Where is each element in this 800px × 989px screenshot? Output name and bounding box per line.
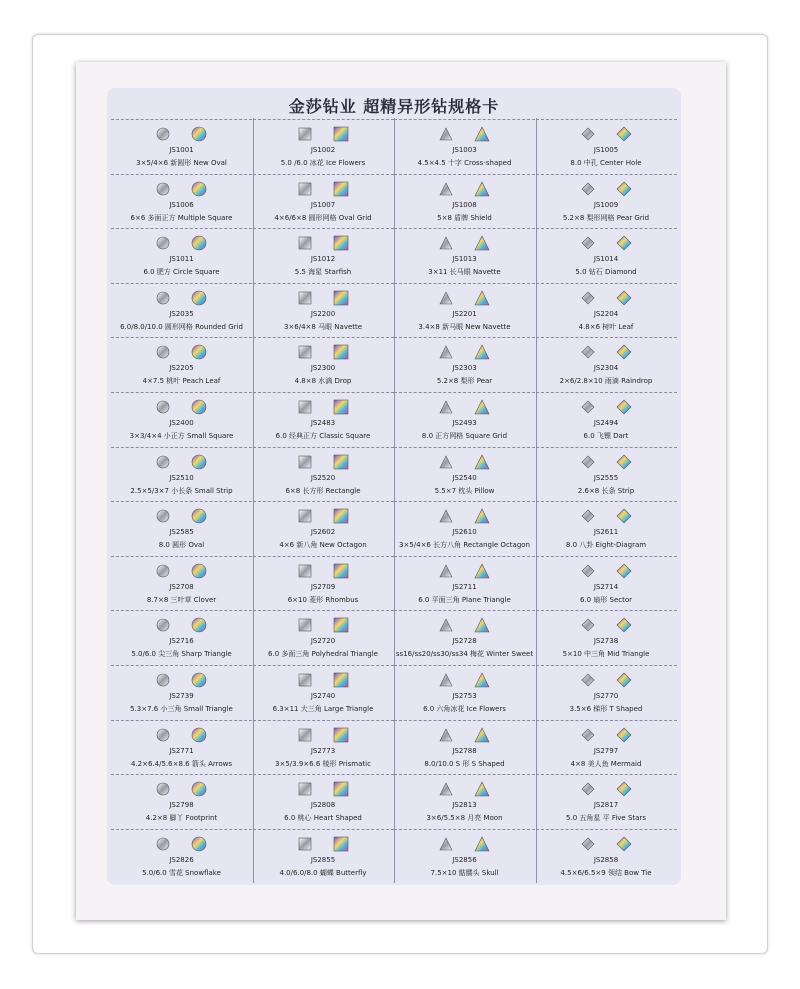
item-code: JS2728: [452, 637, 477, 646]
row-divider: [394, 720, 535, 721]
item-code: JS1008: [452, 200, 477, 209]
rhinestone-image: [111, 779, 252, 799]
rhinestone-image: [394, 779, 535, 799]
spec-item: [536, 282, 677, 337]
row-divider: [394, 829, 535, 830]
spec-item: [536, 773, 677, 828]
item-description: 6.0/8.0/10.0 圆形网格 Rounded Grid: [120, 322, 243, 331]
item-description: 3×3/4×4 小正方 Small Square: [129, 432, 234, 440]
item-description: 8.0 八卦 Eight-Diagram: [565, 541, 647, 550]
item-code: JS2205: [169, 364, 194, 373]
row-divider: [253, 119, 394, 120]
item-code: JS2808: [310, 801, 336, 810]
item-code: JS1007: [310, 200, 336, 209]
item-description: 6.0 肥方 Circle Square: [143, 268, 220, 277]
item-code: JS2708: [169, 582, 194, 591]
item-code: JS2035: [169, 309, 194, 318]
rhinestone-image: [111, 342, 252, 362]
spec-item: [111, 773, 252, 828]
spec-item: [253, 773, 394, 828]
item-description: 4×7.5 桃叶 Peach Leaf: [142, 377, 221, 386]
spec-item: [394, 446, 535, 501]
row-divider: [394, 610, 535, 611]
row-divider: [253, 447, 394, 448]
rhinestone-image: [536, 834, 677, 854]
rhinestone-image: [536, 342, 677, 362]
item-description: 8.0 中孔 Center Hole: [570, 159, 642, 167]
spec-item: [536, 609, 677, 664]
item-code: JS2709: [310, 582, 336, 591]
item-description: 5.0/6.0 雪花 Snowflake: [142, 868, 221, 877]
item-description: 2.6×8 长条 Strip: [577, 486, 635, 495]
row-divider: [253, 174, 394, 175]
spec-item: [111, 500, 252, 555]
rhinestone-image: [536, 288, 677, 308]
item-code: JS2611: [593, 528, 619, 537]
spec-item: [536, 173, 677, 228]
row-divider: [536, 556, 677, 557]
spec-item: [536, 555, 677, 610]
item-code: JS2858: [593, 855, 619, 864]
rhinestone-image: [394, 615, 535, 635]
row-divider: [394, 392, 535, 393]
item-code: JS2483: [310, 419, 336, 427]
item-code: JS2855: [310, 855, 336, 864]
item-description: 3.4×8 新马眼 New Navette: [418, 322, 511, 331]
row-divider: [536, 174, 677, 175]
item-code: JS2204: [593, 309, 619, 318]
rhinestone-image: [536, 233, 677, 253]
spec-item: [394, 555, 535, 610]
item-code: JS2740: [310, 692, 336, 700]
rhinestone-image: [111, 615, 252, 635]
rhinestone-image: [253, 506, 394, 526]
spec-grid: [111, 118, 677, 883]
spec-item: [394, 609, 535, 664]
item-code: JS2303: [452, 364, 477, 373]
spec-item: [253, 719, 394, 774]
item-description: 6.3×11 大三角 Large Triangle: [272, 705, 374, 713]
spec-item: [536, 446, 677, 501]
item-code: JS2770: [593, 692, 619, 700]
row-divider: [253, 501, 394, 502]
spec-item: [111, 336, 252, 391]
rhinestone-image: [394, 561, 535, 581]
item-description: 3×5/4×6 长方八角 Rectangle Octagon: [398, 541, 530, 550]
spec-item: [253, 664, 394, 719]
row-divider: [536, 337, 677, 338]
card-title: 金莎钻业 超精异形钻规格卡: [288, 97, 500, 116]
row-divider: [111, 665, 252, 666]
item-description: 3×6/4×8 马眼 Navette: [283, 322, 363, 331]
spec-item: [253, 500, 394, 555]
item-code: JS2300: [310, 364, 336, 373]
item-description: 3×6/5.5×8 月亮 Moon: [426, 814, 503, 823]
item-code: JS2585: [169, 528, 194, 537]
row-divider: [111, 720, 252, 721]
spec-item: [394, 719, 535, 774]
rhinestone-image: [111, 725, 252, 745]
rhinestone-image: [394, 342, 535, 362]
spec-item: [394, 828, 535, 883]
rhinestone-image: [536, 615, 677, 635]
item-description: 5×8 盾牌 Shield: [437, 213, 492, 222]
row-divider: [253, 610, 394, 611]
spec-item: [111, 118, 252, 173]
row-divider: [253, 556, 394, 557]
row-divider: [253, 829, 394, 830]
item-description: 6×10 菱形 Rhombus: [287, 595, 359, 604]
rhinestone-image: [536, 397, 677, 417]
row-divider: [394, 119, 535, 120]
rhinestone-image: [253, 179, 394, 199]
spec-item: [253, 227, 394, 282]
spec-item: [253, 609, 394, 664]
spec-item: [394, 664, 535, 719]
spec-item: [536, 664, 677, 719]
item-description: 4.0/6.0/8.0 蝴蝶 Butterfly: [279, 868, 367, 877]
row-divider: [111, 610, 252, 611]
item-code: JS2494: [593, 419, 619, 427]
item-code: JS2610: [452, 528, 477, 537]
rhinestone-image: [111, 670, 252, 690]
item-description: 5.0/6.0 尖三角 Sharp Triangle: [131, 650, 232, 659]
item-code: JS1006: [169, 200, 194, 209]
spec-item: [111, 391, 252, 446]
item-code: JS2555: [593, 473, 619, 482]
row-divider: [111, 447, 252, 448]
spec-item: [253, 118, 394, 173]
item-description: 5.0 钻石 Diamond: [575, 268, 637, 277]
item-description: 6×6 多面正方 Multiple Square: [130, 213, 233, 222]
spec-item: [253, 173, 394, 228]
item-description: 8.0/10.0 S 形 S Shaped: [424, 759, 505, 768]
rhinestone-image: [536, 779, 677, 799]
spec-item: [253, 446, 394, 501]
spec-item: [536, 828, 677, 883]
item-description: 6.0 平面三角 Plane Triangle: [418, 595, 511, 604]
spec-item: [394, 173, 535, 228]
item-description: 8.0 圆形 Oval: [158, 541, 205, 550]
item-description: 5.0 /6.0 冰花 Ice Flowers: [280, 159, 366, 167]
spec-item: [111, 555, 252, 610]
item-code: JS2826: [169, 855, 194, 864]
row-divider: [111, 774, 252, 775]
rhinestone-image: [394, 233, 535, 253]
spec-item: [111, 173, 252, 228]
item-description: 5.3×7.6 小三角 Small Triangle: [130, 705, 233, 713]
item-code: JS2788: [452, 746, 477, 755]
row-divider: [111, 556, 252, 557]
spec-item: [111, 446, 252, 501]
rhinestone-image: [111, 506, 252, 526]
spec-item: [536, 719, 677, 774]
rhinestone-image: [394, 397, 535, 417]
spec-item: [394, 227, 535, 282]
row-divider: [394, 228, 535, 229]
item-description: 8.0 正方网格 Square Grid: [421, 432, 508, 440]
row-divider: [536, 228, 677, 229]
rhinestone-image: [111, 561, 252, 581]
item-description: 4.5×6/6.5×9 领结 Bow Tie: [560, 868, 652, 877]
item-code: JS2753: [452, 692, 477, 700]
rhinestone-image: [536, 179, 677, 199]
rhinestone-image: [394, 288, 535, 308]
row-divider: [253, 720, 394, 721]
item-code: JS2400: [169, 419, 194, 427]
spec-item: [394, 118, 535, 173]
row-divider: [253, 228, 394, 229]
row-divider: [536, 610, 677, 611]
row-divider: [111, 392, 252, 393]
item-description: ss16/ss20/ss30/ss34 梅花 Winter Sweet: [395, 650, 534, 659]
item-code: JS2856: [452, 855, 477, 864]
item-description: 3.5×6 梯形 T Shaped: [569, 705, 643, 713]
item-description: 6.0 飞镖 Dart: [583, 432, 629, 440]
spec-item: [536, 500, 677, 555]
rhinestone-image: [111, 452, 252, 472]
row-divider: [111, 283, 252, 284]
item-code: JS2738: [593, 637, 619, 646]
item-code: JS2602: [310, 528, 336, 537]
row-divider: [111, 119, 252, 120]
row-divider: [394, 283, 535, 284]
item-code: JS2200: [310, 309, 336, 318]
item-description: 6×8 长方形 Rectangle: [285, 486, 361, 495]
rhinestone-image: [394, 670, 535, 690]
rhinestone-image: [253, 342, 394, 362]
rhinestone-image: [253, 779, 394, 799]
item-code: JS2716: [169, 637, 194, 646]
item-code: JS2813: [452, 801, 477, 810]
item-code: JS1014: [593, 255, 619, 264]
item-description: 5.2×8 梨形 Pear: [436, 377, 493, 386]
spec-item: [253, 555, 394, 610]
item-description: 4.2×8 脚丫 Footprint: [145, 814, 218, 823]
item-code: JS2720: [310, 637, 336, 646]
item-description: 6.0 六角冰花 Ice Flowers: [423, 705, 506, 713]
item-code: JS2773: [310, 746, 336, 755]
item-description: 3×11 长马眼 Navette: [428, 268, 501, 277]
row-divider: [536, 119, 677, 120]
item-description: 8.7×8 三叶草 Clover: [146, 595, 217, 604]
row-divider: [394, 174, 535, 175]
rhinestone-image: [536, 452, 677, 472]
row-divider: [536, 774, 677, 775]
item-description: 4×6/6×8 圆形网格 Oval Grid: [274, 213, 372, 222]
spec-item: [111, 664, 252, 719]
spec-item: [394, 773, 535, 828]
spec-item: [394, 336, 535, 391]
spec-item: [394, 282, 535, 337]
row-divider: [111, 829, 252, 830]
item-description: 5.0 五角星 平 Five Stars: [566, 814, 646, 823]
rhinestone-image: [253, 834, 394, 854]
item-description: 6.0 多面三角 Polyhedral Triangle: [268, 650, 378, 659]
item-code: JS1013: [452, 255, 477, 264]
spec-item: [111, 719, 252, 774]
item-description: 2×6/2.8×10 雨滴 Raindrop: [559, 377, 653, 386]
rhinestone-image: [253, 124, 394, 144]
row-divider: [394, 447, 535, 448]
rhinestone-image: [111, 124, 252, 144]
row-divider: [536, 501, 677, 502]
item-description: 4.2×6.4/5.6×8.6 箭头 Arrows: [131, 759, 232, 768]
row-divider: [111, 501, 252, 502]
row-divider: [394, 556, 535, 557]
item-description: 5.2×8 梨形网格 Pear Grid: [562, 213, 650, 222]
item-code: JS2798: [169, 801, 194, 810]
rhinestone-image: [253, 670, 394, 690]
row-divider: [111, 174, 252, 175]
item-code: JS1011: [169, 255, 194, 264]
item-description: 4.8×6 树叶 Leaf: [578, 322, 634, 331]
row-divider: [536, 283, 677, 284]
item-description: 6.0 扇形 Sector: [579, 595, 633, 604]
item-code: JS2711: [452, 582, 477, 591]
spec-card: [107, 88, 681, 885]
item-code: JS2540: [452, 473, 477, 482]
rhinestone-image: [536, 725, 677, 745]
item-description: 7.5×10 骷髅头 Skull: [430, 868, 499, 877]
rhinestone-image: [111, 397, 252, 417]
item-code: JS2520: [310, 473, 336, 482]
item-description: 3×5/3.9×6.6 棱形 Prismatic: [275, 759, 371, 768]
item-code: JS2201: [452, 309, 477, 318]
rhinestone-image: [536, 561, 677, 581]
rhinestone-image: [253, 288, 394, 308]
rhinestone-image: [394, 834, 535, 854]
rhinestone-image: [394, 124, 535, 144]
spec-item: [253, 828, 394, 883]
row-divider: [111, 228, 252, 229]
item-code: JS2797: [593, 746, 619, 755]
item-code: JS2817: [593, 801, 619, 810]
rhinestone-image: [111, 288, 252, 308]
row-divider: [536, 720, 677, 721]
item-description: 4.8×8 水滴 Drop: [294, 377, 352, 386]
spec-item: [536, 336, 677, 391]
rhinestone-image: [253, 725, 394, 745]
item-description: 4×6 新八角 New Octagon: [279, 541, 367, 550]
row-divider: [253, 774, 394, 775]
spec-item: [111, 828, 252, 883]
item-code: JS1002: [310, 146, 336, 154]
row-divider: [536, 447, 677, 448]
rhinestone-image: [394, 506, 535, 526]
item-description: 4.5×4.5 十字 Cross-shaped: [417, 159, 512, 167]
rhinestone-image: [394, 179, 535, 199]
item-description: 4×8 美人鱼 Mermaid: [570, 759, 642, 768]
row-divider: [394, 774, 535, 775]
spec-item: [536, 391, 677, 446]
item-description: 3×5/4×6 新圆形 New Oval: [136, 159, 227, 167]
item-description: 5.5×7 枕头 Pillow: [434, 486, 495, 495]
item-code: JS1001: [169, 146, 194, 154]
rhinestone-image: [536, 124, 677, 144]
rhinestone-image: [253, 452, 394, 472]
rhinestone-image: [111, 179, 252, 199]
spec-item: [253, 282, 394, 337]
rhinestone-image: [253, 397, 394, 417]
row-divider: [253, 665, 394, 666]
spec-item: [536, 227, 677, 282]
item-code: JS2739: [169, 692, 194, 700]
row-divider: [253, 337, 394, 338]
row-divider: [253, 283, 394, 284]
item-code: JS1009: [593, 200, 619, 209]
spec-item: [394, 500, 535, 555]
row-divider: [536, 665, 677, 666]
item-description: 6.0 经典正方 Classic Square: [275, 432, 371, 440]
spec-item: [394, 391, 535, 446]
row-divider: [394, 665, 535, 666]
row-divider: [536, 392, 677, 393]
rhinestone-image: [111, 834, 252, 854]
item-code: JS2304: [593, 364, 619, 373]
rhinestone-image: [253, 615, 394, 635]
item-code: JS2714: [593, 582, 619, 591]
spec-item: [111, 609, 252, 664]
spec-item: [253, 336, 394, 391]
item-code: JS2510: [169, 473, 194, 482]
item-description: 5.5 海星 Starfish: [294, 268, 352, 277]
item-code: JS2771: [169, 746, 194, 755]
item-code: JS2493: [452, 419, 477, 427]
spec-item: [253, 391, 394, 446]
item-description: 2.5×5/3×7 小长条 Small Strip: [130, 486, 233, 495]
rhinestone-image: [394, 452, 535, 472]
row-divider: [111, 337, 252, 338]
item-code: JS1003: [452, 146, 477, 154]
rhinestone-image: [536, 506, 677, 526]
item-code: JS1005: [593, 146, 619, 154]
spec-item: [111, 282, 252, 337]
spec-item: [536, 118, 677, 173]
rhinestone-image: [394, 725, 535, 745]
rhinestone-image: [253, 233, 394, 253]
rhinestone-image: [536, 670, 677, 690]
row-divider: [536, 829, 677, 830]
row-divider: [253, 392, 394, 393]
item-code: JS1012: [310, 255, 336, 264]
row-divider: [394, 337, 535, 338]
rhinestone-image: [253, 561, 394, 581]
rhinestone-image: [111, 233, 252, 253]
item-description: 6.0 桃心 Heart Shaped: [284, 814, 362, 823]
item-description: 5×10 中三角 Mid Triangle: [562, 650, 650, 659]
spec-item: [111, 227, 252, 282]
row-divider: [394, 501, 535, 502]
